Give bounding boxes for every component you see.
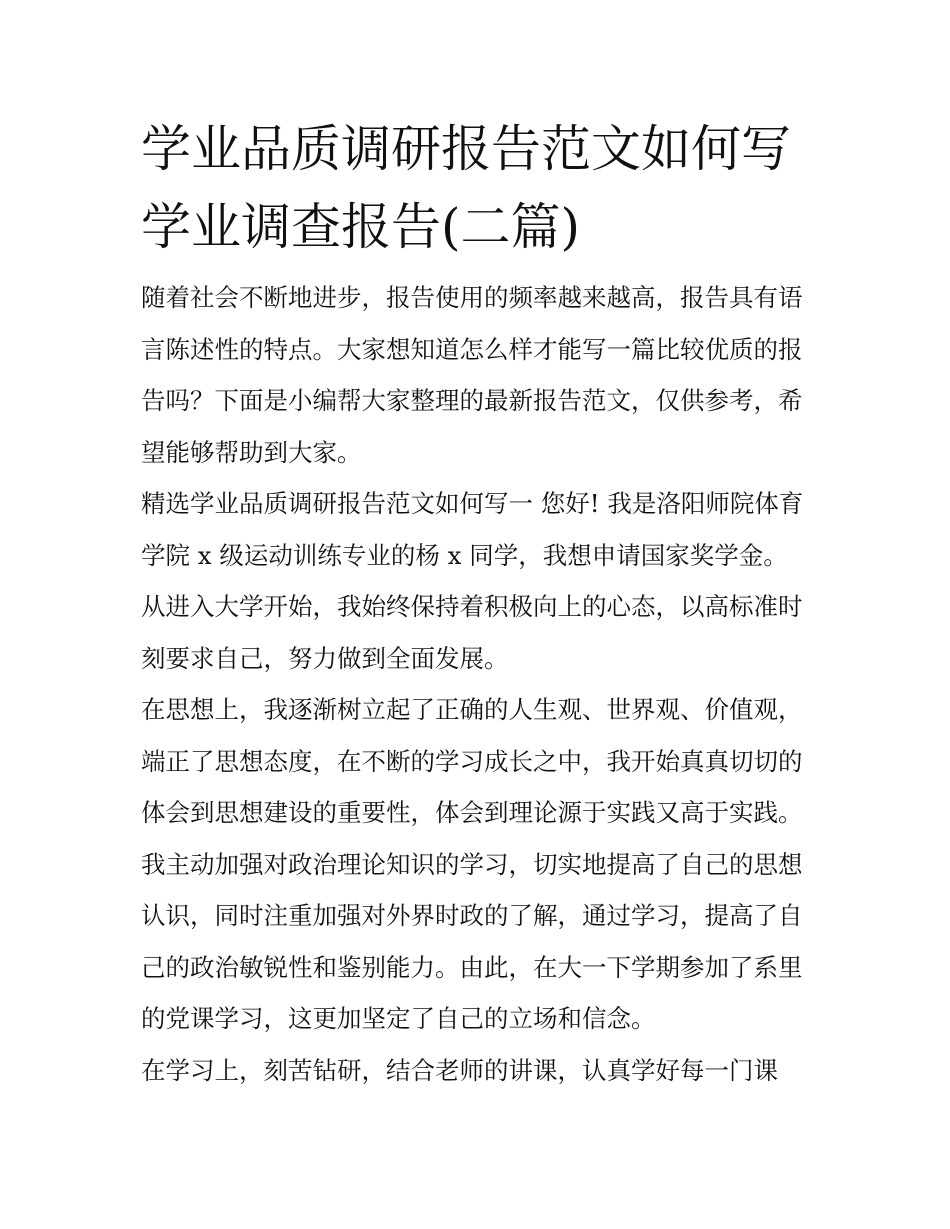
body-line: 学院 x 级运动训练专业的杨 x 同学，我想申请国家奖学金。 (141, 540, 788, 570)
body-line: 的党课学习，这更加坚定了自己的立场和信念。 (141, 1004, 656, 1033)
body-line: 从进入大学开始，我始终保持着积极向上的心态，以高标准时 (141, 592, 803, 621)
body-line: 随着社会不断地进步，报告使用的频率越来越高，报告具有语 (141, 283, 803, 312)
body-line: 言陈述性的特点。大家想知道怎么样才能写一篇比较优质的报 (141, 334, 803, 364)
body-line: 精选学业品质调研报告范文如何写一 您好! 我是洛阳师院体育 (141, 489, 804, 518)
body-line: 告吗？下面是小编帮大家整理的最新报告范文，仅供参考，希 (141, 386, 803, 415)
title-line-2: 学业调查报告(二篇) (141, 198, 581, 256)
body-line: 己的政治敏锐性和鉴别能力。由此，在大一下学期参加了系里 (141, 952, 803, 982)
body-line: 端正了思想态度，在不断的学习成长之中，我开始真真切切的 (141, 746, 803, 776)
body-line: 认识，同时注重加强对外界时政的了解，通过学习，提高了自 (141, 901, 803, 930)
title-line-1: 学业品质调研报告范文如何写 (141, 120, 791, 178)
document-title (141, 110, 813, 266)
body-line: 在学习上，刻苦钻研，结合老师的讲课，认真学好每一门课 (141, 1055, 778, 1085)
body-line: 在思想上，我逐渐树立起了正确的人生观、世界观、价值观， (141, 695, 803, 724)
body-line: 望能够帮助到大家。 (141, 437, 362, 467)
document-body (141, 272, 813, 1096)
body-line: 我主动加强对政治理论知识的学习，切实地提高了自己的思想 (141, 849, 803, 879)
body-line: 体会到思想建设的重要性，体会到理论源于实践又高于实践。 (141, 798, 803, 827)
document-page (141, 110, 813, 1096)
body-line: 刻要求自己，努力做到全面发展。 (141, 643, 509, 673)
